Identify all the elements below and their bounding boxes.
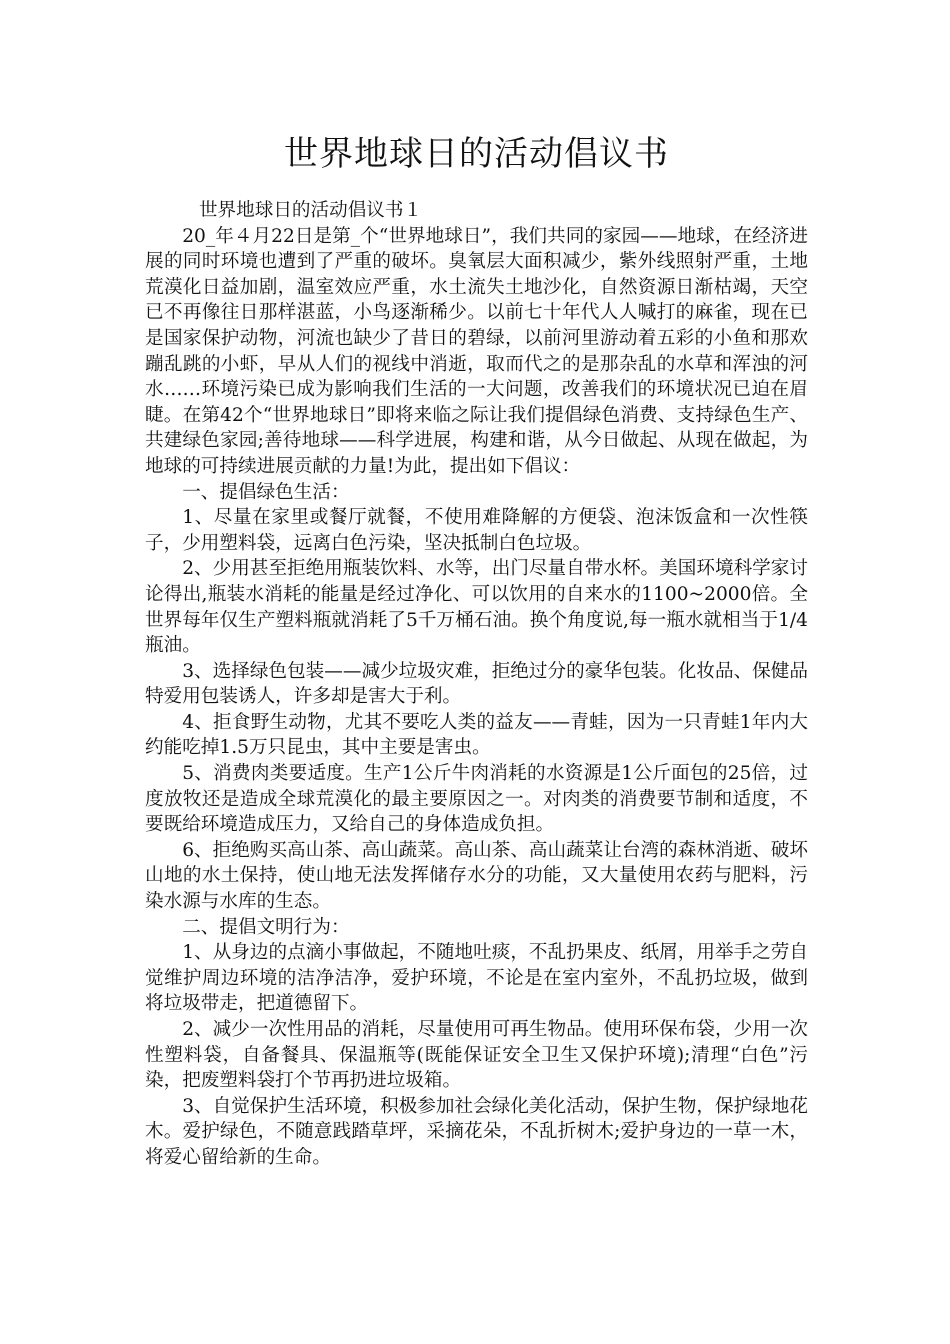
document-body	[145, 198, 808, 1171]
paragraph-item: 6、拒绝购买高山茶、高山蔬菜。高山茶、高山蔬菜让台湾的森林消逝、破坏山地的水土保持，使山地无法发挥储存水分的功能，又大量使用农药与肥料，污染水源与水库的生态。	[145, 839, 808, 913]
section-heading-green-life: 一、提倡绿色生活：	[182, 481, 350, 503]
paragraph-item: 3、选择绿色包装——减少垃圾灾难，拒绝过分的豪华包装。化妆品、保健品特爱用包装诱人，许多却是害大于利。	[145, 660, 808, 708]
document-subtitle: 世界地球日的活动倡议书１	[198, 200, 423, 221]
paragraph-item: 2、减少一次性用品的消耗，尽量使用可再生物品。使用环保布袋，少用一次性塑料袋，自备餐具、保温瓶等(既能保证安全卫生又保护环境);清理“白色”污染，把废塑料袋打个节再扔进垃圾箱。	[145, 1019, 808, 1092]
paragraph-item: 1、从身边的点滴小事做起，不随地吐痰，不乱扔果皮、纸屑，用举手之劳自觉维护周边环境的洁净洁净，爱护环境，不论是在室内室外，不乱扔垃圾，做到将垃圾带走，把道德留下。	[145, 942, 808, 1015]
section-heading-civilized-behavior: 二、提倡文明行为：	[182, 916, 350, 938]
paragraph-item: 2、少用甚至拒绝用瓶装饮料、水等，出门尽量自带水杯。美国环境科学家讨论得出,瓶装水消耗的能量是经过净化、可以饮用的自来水的1100~2000倍。全世界每年仅生产塑料瓶就消耗了5千万桶石油。换个角度说,每一瓶水就相当于1/4瓶油。	[145, 558, 808, 657]
paragraph-item: 1、尽量在家里或餐厅就餐，不使用难降解的方便袋、泡沫饭盒和一次性筷子，少用塑料袋，远离白色污染，坚决抵制白色垃圾。	[145, 507, 808, 554]
paragraph-item: 4、拒食野生动物，尤其不要吃人类的益友——青蛙，因为一只青蛙1年内大约能吃掉1.5万只昆虫，其中主要是害虫。	[145, 711, 808, 759]
paragraph-intro: 20_年４月22日是第_个“世界地球日”，我们共同的家园——地球，在经济进展的同时环境也遭到了严重的破坏。臭氧层大面积减少，紫外线照射严重，土地荒漠化日益加剧，温室效应严重，水土流失土地沙化，自然资源日渐枯竭，天空已不再像往日那样湛蓝，小鸟逐渐稀少。以前七十年代人人喊打的麻雀，现在已是国家保护动物，河流也缺少了昔日的碧绿，以前河里游动着五彩的小鱼和那欢蹦乱跳的小虾，早从人们的视线中消逝，取而代之的是那杂乱的水草和浑浊的河水……环境污染已成为影响我们生活的一大问题，改善我们的环境状况已迫在眉睫。在第42个“世界地球日”即将来临之际让我们提倡绿色消费、支持绿色生产、共建绿色家园;善待地球——科学进展，构建和谐，从今日做起、从现在做起，为地球的可持续进展贡献的力量!为此，提出如下倡议：	[145, 225, 808, 477]
paragraph-item: 3、自觉保护生活环境，积极参加社会绿化美化活动，保护生物，保护绿地花木。爱护绿色，不随意践踏草坪，采摘花朵，不乱折树木;爱护身边的一草一木，将爱心留给新的生命。	[145, 1095, 808, 1168]
document-title: 世界地球日的活动倡议书	[284, 134, 669, 174]
paragraph-item: 5、消费肉类要适度。生产1公斤牛肉消耗的水资源是1公斤面包的25倍，过度放牧还是造成全球荒漠化的最主要原因之一。对肉类的消费要节制和适度，不要既给环境造成压力，又给自己的身体造成负担。	[145, 763, 808, 836]
